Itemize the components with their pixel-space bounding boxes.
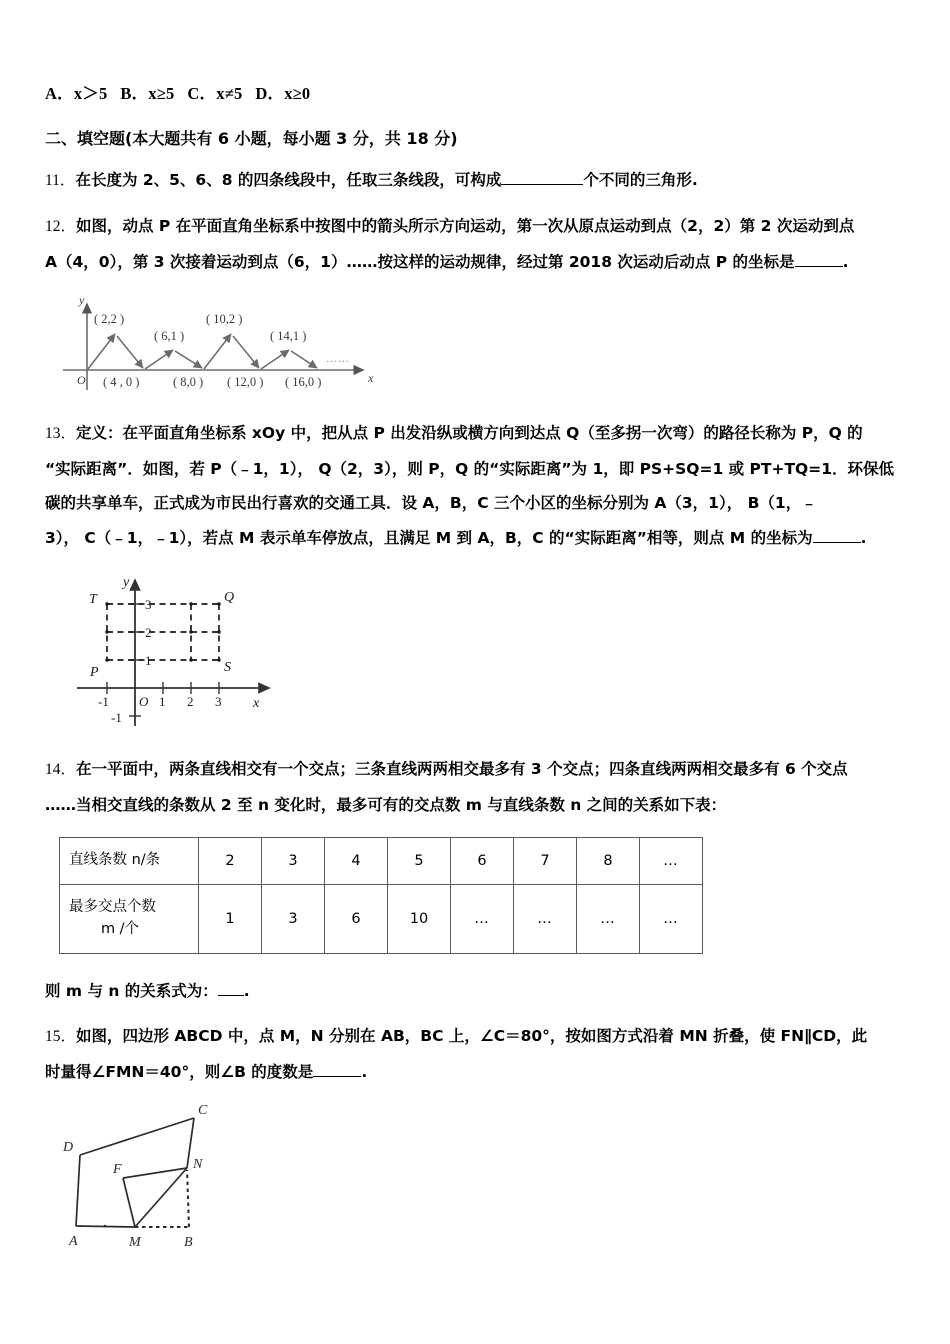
- table-cell-n-5: 7: [514, 837, 577, 884]
- question-12-number: 12．: [45, 217, 77, 235]
- table-cell-m-7: …: [640, 884, 703, 953]
- question-11-answer-blank[interactable]: [501, 184, 583, 185]
- question-14-number: 14．: [45, 761, 77, 779]
- figure-question-12: [45, 290, 917, 398]
- figure-12-svg: [45, 290, 385, 398]
- page-content: [45, 80, 917, 1250]
- question-14-line-1: 在一平面中，两条直线相交有一个交点；三条直线两两相交最多有 3 个交点；四条直线两两相交最多有 6 个交点: [76, 760, 848, 779]
- figure-13-point-label-T: T: [89, 592, 97, 608]
- question-15-line-1: 如图，四边形 ABCD 中，点 M，N 分别在 AB，BC 上，∠C＝80°，按如图方式沿着 MN 折叠，使 FN∥CD，此: [76, 1026, 868, 1045]
- figure-12-base-label-2: ( 12,0 ): [227, 374, 264, 389]
- figure-13-xtick-3: 3: [215, 694, 222, 710]
- figure-15-vertex-label-B: B: [184, 1234, 193, 1250]
- question-14-tail-period: .: [243, 981, 250, 1000]
- question-14-tail: [45, 974, 917, 1009]
- figure-12-peak-label-2: ( 10,2 ): [206, 311, 243, 326]
- figure-15-vertex-label-C: C: [198, 1102, 208, 1118]
- figure-question-13: [57, 566, 917, 736]
- question-11-number: 11．: [45, 172, 76, 189]
- figure-12-base-label-3: ( 16,0 ): [285, 374, 322, 389]
- figure-13-ytick-neg1: -1: [111, 710, 122, 726]
- figure-12-x-label: x: [368, 370, 374, 385]
- table-row: [60, 884, 703, 953]
- figure-15-solid-edges: [76, 1118, 194, 1227]
- question-14-answer-blank[interactable]: [218, 995, 244, 996]
- table-row-header-n: 直线条数 n/条: [60, 837, 199, 884]
- table-cell-n-3: 5: [388, 837, 451, 884]
- question-14: [45, 752, 917, 823]
- figure-13-point-label-Q: Q: [224, 590, 235, 606]
- table-row-header-m-sub: m /个: [100, 920, 140, 937]
- figure-13-ytick-1: 1: [145, 653, 152, 669]
- figure-13-xtick-neg1: -1: [98, 694, 109, 710]
- figure-12-peak-label-0: ( 2,2 ): [94, 311, 125, 326]
- question-14-line-2: ……当相交直线的条数从 2 至 n 变化时，最多可有的交点数 m 与直线条数 n 之间的关系如下表：: [45, 796, 727, 814]
- table-row: [60, 837, 703, 884]
- figure-question-15: [53, 1100, 917, 1250]
- question-12: [45, 209, 917, 280]
- question-11-text-after: 个不同的三角形.: [583, 171, 698, 189]
- question-13-line-1: 定义：在平面直角坐标系 xOy 中，把从点 P 出发沿纵或横方向到达点 Q（至多拐一次弯）的路径长称为 P，Q 的: [76, 423, 863, 442]
- table-cell-n-0: 2: [199, 837, 262, 884]
- relation-table-wrapper: [59, 837, 917, 954]
- figure-13-xtick-1: 1: [159, 694, 166, 710]
- figure-13-point-label-P: P: [90, 665, 99, 681]
- question-15-line-2-end: .: [361, 1062, 368, 1081]
- figure-13-ytick-2: 2: [145, 625, 152, 641]
- question-15: [45, 1019, 917, 1090]
- figure-15-vertex-label-F: F: [113, 1161, 122, 1177]
- table-cell-m-5: …: [514, 884, 577, 953]
- table-row-header-m: [60, 884, 199, 953]
- figure-13-dashed-grid: [107, 604, 219, 660]
- figure-13-svg: [57, 566, 297, 736]
- question-13: [45, 416, 917, 557]
- question-12-answer-blank[interactable]: [795, 266, 843, 267]
- table-cell-m-4: …: [451, 884, 514, 953]
- question-12-line-2-end: .: [842, 252, 849, 271]
- table-cell-m-2: 6: [325, 884, 388, 953]
- figure-15-vertex-label-D: D: [63, 1139, 74, 1155]
- question-15-answer-blank[interactable]: [313, 1076, 361, 1077]
- figure-12-base-label-0: ( 4 , 0 ): [103, 374, 140, 389]
- figure-12-peak-label-3: ( 14,1 ): [270, 328, 307, 343]
- question-13-line-4-end: .: [860, 529, 867, 548]
- table-cell-m-3: 10: [388, 884, 451, 953]
- question-15-line-2: 时量得∠FMN＝40°，则∠B 的度数是: [45, 1062, 314, 1081]
- figure-15-vertex-label-M: M: [129, 1234, 141, 1250]
- section-heading-fill-in-blank: 二、填空题(本大题共有 6 小题，每小题 3 分，共 18 分): [45, 129, 458, 148]
- question-13-line-2: “实际距离”．如图，若 P（﹣1，1）， Q（2，3），则 P，Q 的“实际距离”为 1，即 PS+SQ=1 或 PT+TQ=1．环保低: [45, 459, 894, 478]
- question-13-number: 13．: [45, 424, 77, 442]
- question-12-line-2: A（4，0），第 3 次接着运动到点（6，1）……按这样的运动规律，经过第 2018 次运动后动点 P 的坐标是: [45, 252, 795, 271]
- figure-12-origin-label: O: [77, 372, 86, 387]
- figure-15-svg: [53, 1100, 253, 1250]
- figure-12-base-label-1: ( 8,0 ): [173, 374, 204, 389]
- figure-15-vertex-label-A: A: [69, 1233, 78, 1249]
- table-cell-n-2: 4: [325, 837, 388, 884]
- choice-options-line: A．x＞5 B．x≥5 C．x≠5 D．x≥0: [45, 84, 311, 103]
- question-13-line-4: 3）， C（﹣1，﹣1），若点 M 表示单车停放点，且满足 M 到 A，B，C 的“实际距离”相等，则点 M 的坐标为: [45, 529, 813, 548]
- table-cell-n-4: 6: [451, 837, 514, 884]
- figure-13-ytick-3: 3: [145, 597, 152, 613]
- question-15-number: 15．: [45, 1027, 77, 1045]
- table-cell-m-1: 3: [262, 884, 325, 953]
- figure-12-y-label: y: [79, 292, 85, 307]
- figure-12-peak-label-1: ( 6,1 ): [154, 328, 185, 343]
- question-11: [45, 163, 917, 199]
- figure-12-ellipsis: ……: [326, 352, 350, 365]
- figure-13-origin-label: O: [139, 694, 149, 710]
- figure-13-y-label: y: [123, 575, 130, 591]
- figure-13-xtick-2: 2: [187, 694, 194, 710]
- table-cell-n-7: …: [640, 837, 703, 884]
- figure-15-vertex-label-N: N: [193, 1156, 203, 1172]
- table-cell-m-0: 1: [199, 884, 262, 953]
- question-11-text-before: 在长度为 2、5、6、8 的四条线段中，任取三条线段，可构成: [75, 171, 502, 189]
- table-cell-n-6: 8: [577, 837, 640, 884]
- table-cell-n-1: 3: [262, 837, 325, 884]
- question-14-tail-text: 则 m 与 n 的关系式为：: [45, 981, 218, 1000]
- question-13-line-3: 碳的共享单车，正式成为市民出行喜欢的交通工具．设 A，B，C 三个小区的坐标分别为 A（3，1）， B（1，﹣: [45, 494, 817, 513]
- question-12-line-1: 如图，动点 P 在平面直角坐标系中按图中的箭头所示方向运动，第一次从原点运动到点（2，2）第 2 次运动到点: [76, 216, 855, 235]
- figure-15-midpoint-dot: [104, 1224, 107, 1227]
- figure-13-point-label-S: S: [224, 660, 231, 676]
- question-13-answer-blank[interactable]: [813, 542, 861, 543]
- table-row-header-m-main: 最多交点个数: [69, 899, 156, 916]
- table-cell-m-6: …: [577, 884, 640, 953]
- figure-13-x-label: x: [253, 696, 260, 712]
- relation-table: [59, 837, 703, 954]
